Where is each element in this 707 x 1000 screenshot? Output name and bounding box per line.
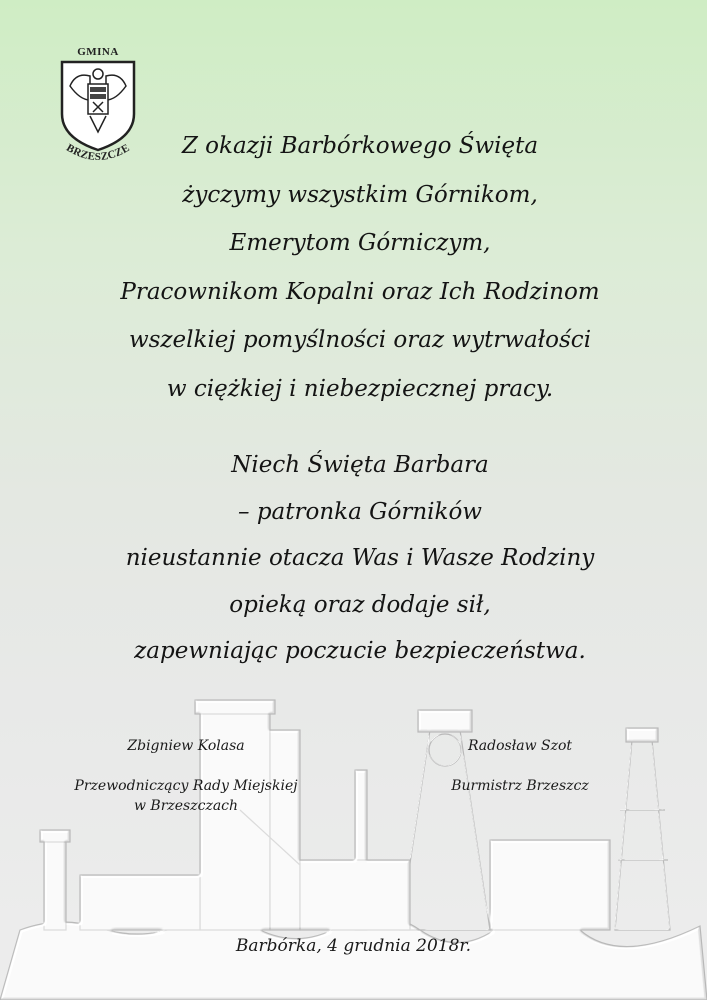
wish-line: opieką oraz dodaje sił, (229, 591, 491, 618)
signatory-name: Zbigniew Kolasa (127, 738, 245, 754)
greeting-line: Z okazji Barbórkowego Święta (181, 133, 539, 159)
greeting-line: wszelkiej pomyślności oraz wytrwałości (128, 327, 592, 353)
signature-council-chair (66, 738, 306, 816)
greeting-line: Emerytom Górniczym, (229, 230, 491, 256)
wish-line: nieustannie otacza Was i Wasze Rodziny (125, 545, 595, 571)
signature-mayor (420, 738, 620, 796)
signatory-role: Burmistrz Brzeszcz (451, 778, 589, 794)
greeting-line: życzymy wszystkim Górnikom, (182, 181, 538, 208)
signatory-name: Radosław Szot (467, 738, 573, 754)
wish-text (60, 442, 660, 675)
greeting-line: w ciężkiej i niebezpiecznej pracy. (166, 375, 554, 402)
date-line: Barbórka, 4 grudnia 2018r. (235, 936, 472, 956)
signatory-role: w Brzeszczach (133, 798, 239, 814)
wish-line: Niech Święta Barbara (231, 452, 489, 478)
signatory-role: Przewodniczący Rady Miejskiej (74, 778, 298, 794)
greeting-line: Pracownikom Kopalni oraz Ich Rodzinom (120, 278, 600, 305)
wish-line: zapewniając poczucie bezpieczeństwa. (134, 638, 586, 664)
crest-top-text: GMINA (77, 46, 119, 58)
crest-bottom-text: BRZESZCZE (64, 142, 132, 164)
greeting-text (60, 122, 660, 413)
wish-line: – patronka Górników (238, 498, 482, 525)
